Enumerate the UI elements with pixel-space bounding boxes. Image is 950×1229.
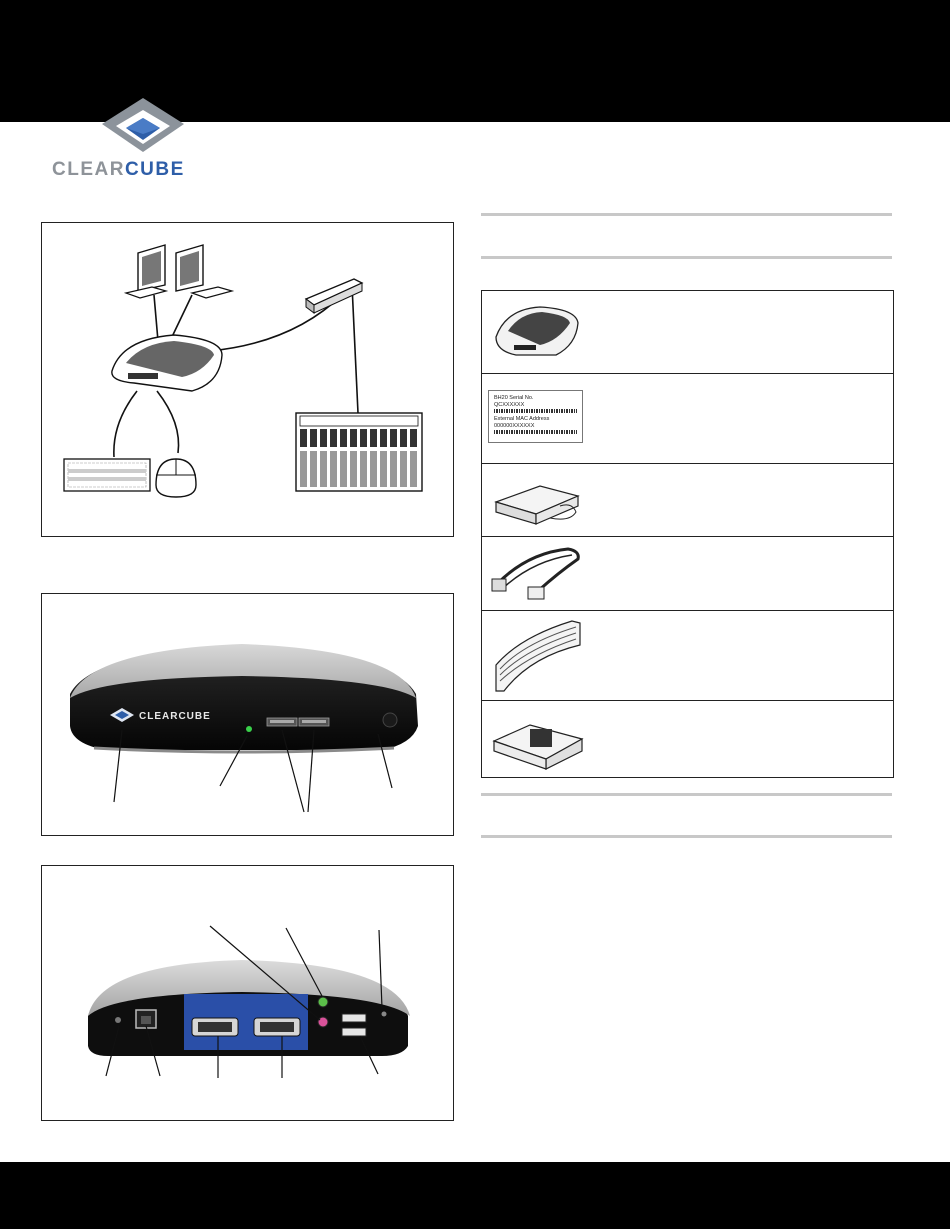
ethernet-port-icon (136, 1010, 156, 1028)
barcode-icon (494, 409, 577, 413)
list-item (482, 374, 893, 464)
cable-clip-icon (490, 617, 584, 695)
usb-port-icon (267, 718, 297, 726)
rear-view-image (42, 866, 453, 1120)
power-adapter-icon (490, 472, 582, 530)
serial-value: QCXXXXXX (494, 401, 525, 408)
power-button-icon (383, 713, 397, 727)
logo-word-cube: CUBE (124, 159, 185, 180)
logo-word-clear: CLEAR (52, 159, 125, 180)
power-cord-icon (488, 543, 584, 605)
clearcube-logo-cube-icon (100, 96, 186, 158)
usb-port-icon (342, 1028, 366, 1036)
front-logo-text: CLEARCUBE (139, 711, 211, 722)
dvi-port-icon (192, 1018, 238, 1036)
package-contents-table (481, 290, 894, 778)
mounting-bracket-icon (490, 711, 584, 771)
rear-view-panel (41, 865, 454, 1121)
connection-diagram (42, 223, 453, 536)
usb-port-icon (342, 1014, 366, 1022)
section-rule (481, 213, 892, 216)
mac-label: External MAC Address (494, 416, 550, 422)
power-led-icon (246, 726, 252, 732)
connection-diagram-panel (41, 222, 454, 537)
list-item (482, 537, 893, 611)
list-item (482, 464, 893, 537)
list-item (482, 701, 893, 777)
headphone-jack-icon (318, 997, 328, 1007)
blade-chassis-icon (296, 413, 422, 491)
list-item (482, 291, 893, 374)
barcode-icon (494, 430, 577, 434)
mac-value: 000000XXXXXX (494, 422, 535, 429)
zero-client-icon (112, 335, 222, 391)
serial-label-card (488, 390, 583, 443)
dvi-port-icon (254, 1018, 300, 1036)
zero-client-device-icon (492, 301, 582, 363)
microphone-jack-icon (318, 1017, 328, 1027)
keyboard-icon (64, 459, 150, 491)
section-rule (481, 256, 892, 259)
section-rule (481, 835, 892, 838)
footer-bar (0, 1162, 950, 1229)
power-jack-icon (115, 1017, 121, 1023)
monitor-icon (126, 245, 166, 298)
serial-label: BH20 Serial No. (494, 395, 534, 401)
clearcube-logo (52, 159, 185, 181)
lock-slot-icon (382, 1012, 387, 1017)
section-rule (481, 793, 892, 796)
list-item (482, 611, 893, 701)
mouse-icon (156, 459, 196, 497)
front-view-panel (41, 593, 454, 836)
monitor-icon (176, 245, 232, 298)
front-view-image (42, 594, 453, 835)
usb-port-icon (299, 718, 329, 726)
